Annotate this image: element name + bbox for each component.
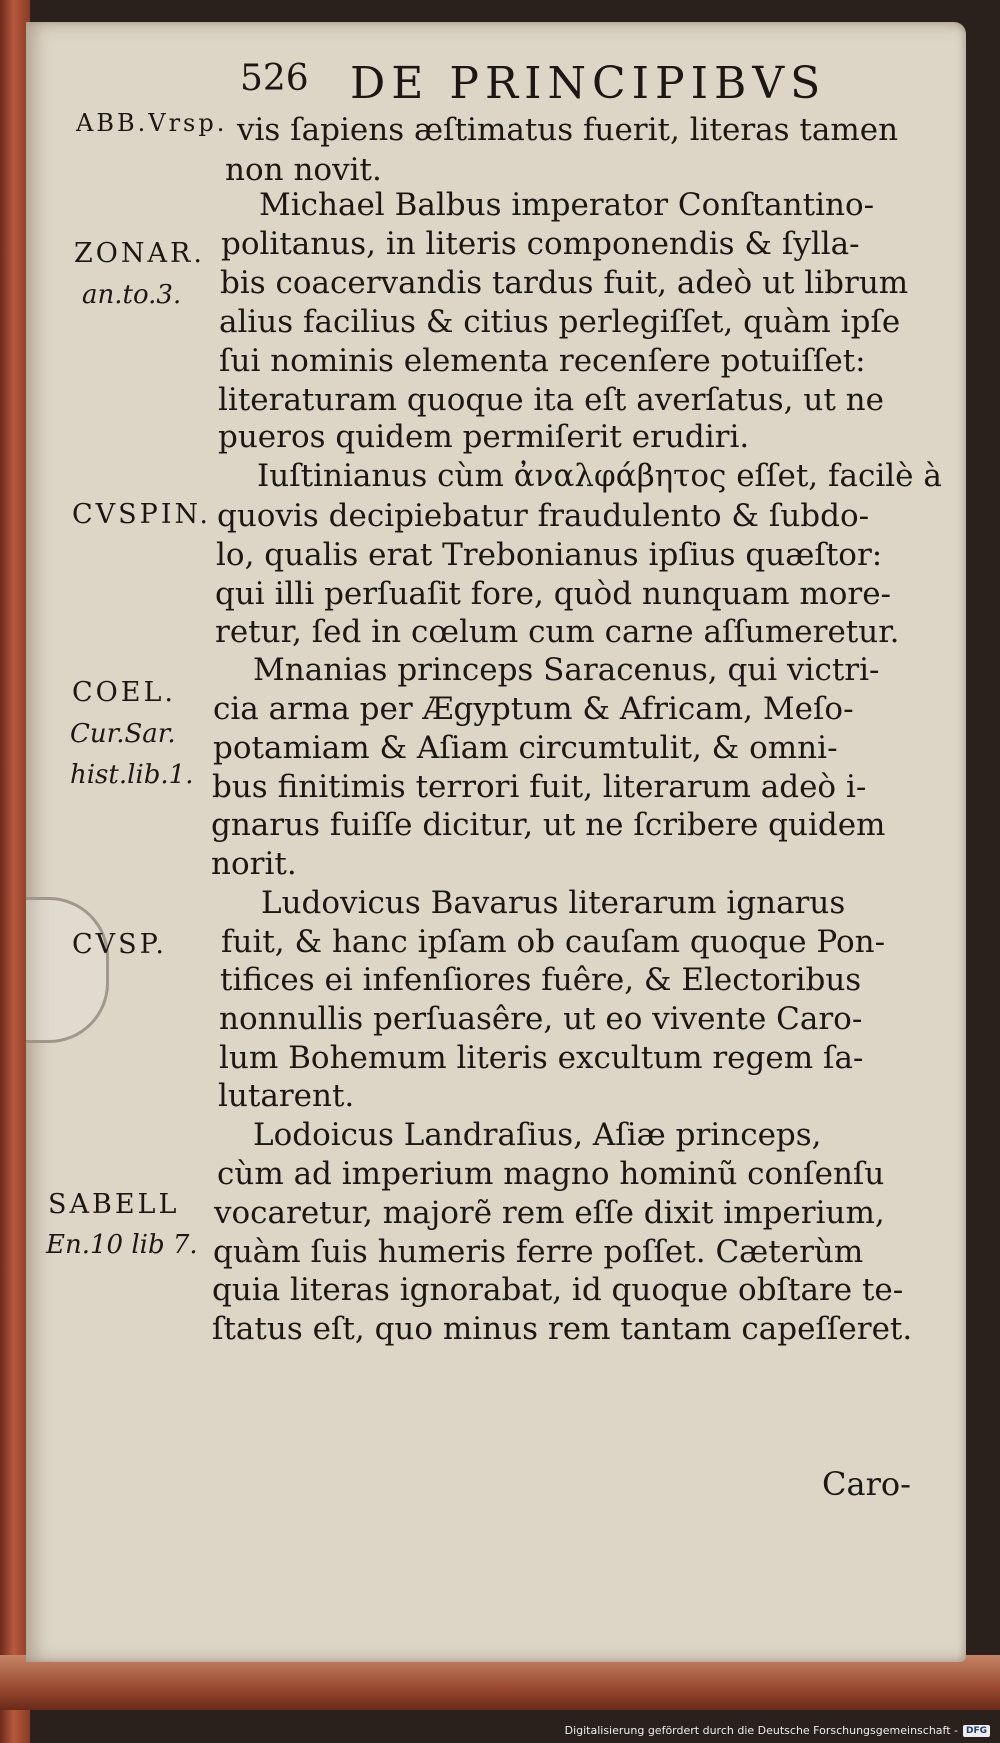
text-line: norit. <box>211 846 297 882</box>
margin-note: COEL. <box>72 677 177 708</box>
text-line: cia arma per Ægyptum & Africam, Meſo- <box>213 691 854 727</box>
credit-text: Digitalisierung gefördert durch die Deutsche Forschungsgemeinschaft - <box>564 1724 958 1737</box>
page-clip <box>26 897 109 1043</box>
margin-note: En.10 lib 7. <box>46 1230 198 1260</box>
text-line: literaturam quoque ita eſt averſatus, ut ne <box>218 382 884 418</box>
margin-note: ZONAR. <box>74 238 205 269</box>
text-line: quia literas ignorabat, id quoque obſtare te- <box>212 1272 904 1308</box>
book-edge-bottom <box>0 1655 1000 1710</box>
text-line: lum Bohemum literis excultum regem ſa- <box>219 1040 864 1076</box>
text-line: lo, qualis erat Trebonianus ipſius quæſtor: <box>216 537 883 573</box>
text-line: gnarus fuiſſe dicitur, ut ne ſcribere quidem <box>211 807 886 843</box>
margin-note: CVSPIN. <box>72 499 211 530</box>
text-line: tifices ei infenſiores fuêre, & Electoribus <box>220 962 862 998</box>
margin-note: SABELL <box>48 1189 180 1220</box>
page-header <box>240 58 880 108</box>
text-line: Lodoicus Landraſius, Aſiæ princeps, <box>253 1117 822 1153</box>
margin-note: an.to.3. <box>82 280 182 310</box>
text-line: qui illi perſuaſit fore, quòd nunquam more- <box>215 576 892 612</box>
text-line: Ludovicus Bavarus literarum ignarus <box>261 885 846 921</box>
text-line: quovis decipiebatur fraudulento & ſubdo- <box>217 498 870 534</box>
margin-note: Cur.Sar. <box>70 719 176 749</box>
text-line: ſtatus eſt, quo minus rem tantam capeſſeret. <box>212 1311 913 1347</box>
text-line: politanus, in literis componendis & ſylla- <box>221 226 860 262</box>
text-line: nonnullis perſuasêre, ut eo vivente Caro- <box>219 1001 863 1037</box>
text-line: Mnanias princeps Saracenus, qui victri- <box>253 652 880 688</box>
text-line: bus finitimis terrori fuit, literarum adeò i- <box>212 769 867 805</box>
text-line: non novit. <box>225 152 382 188</box>
text-line: pueros quidem permiſerit erudiri. <box>218 419 750 455</box>
page-number: 526 <box>240 58 309 99</box>
text-line: alius facilius & citius perlegiſſet, quàm ipſe <box>219 304 901 340</box>
text-line: retur, ſed in cœlum cum carne aſſumeretur. <box>215 614 900 650</box>
text-line: quàm ſuis humeris ferre poſſet. Cæterùm <box>213 1234 864 1270</box>
digitization-credit <box>565 1724 990 1737</box>
margin-note: hist.lib.1. <box>70 760 194 790</box>
text-line: potamiam & Aſiam circumtulit, & omni- <box>213 730 838 766</box>
dfg-logo-icon: DFG <box>963 1725 990 1737</box>
text-line: Iuſtinianus cùm ἀναλφάβητος eſſet, facilè à <box>257 458 942 494</box>
text-line: fuit, & hanc ipſam ob cauſam quoque Pon- <box>221 924 886 960</box>
running-title: DE PRINCIPIBVS <box>350 58 827 109</box>
text-line: ſui nominis elementa recenſere potuiſſet: <box>219 343 866 379</box>
text-line: vis ſapiens æſtimatus fuerit, literas tamen <box>237 112 899 148</box>
text-line: bis coacervandis tardus fuit, adeò ut librum <box>220 265 909 301</box>
margin-note: CVSP. <box>72 929 167 960</box>
text-line: vocaretur, majorẽ rem eſſe dixit imperium, <box>214 1195 885 1231</box>
margin-note: ABB.Vrsp. <box>76 109 228 137</box>
text-line: cùm ad imperium magno hominũ conſenſu <box>217 1156 885 1192</box>
catchword: Caro- <box>822 1465 911 1503</box>
text-line: Michael Balbus imperator Conſtantino- <box>259 187 875 223</box>
text-line: lutarent. <box>218 1078 355 1114</box>
